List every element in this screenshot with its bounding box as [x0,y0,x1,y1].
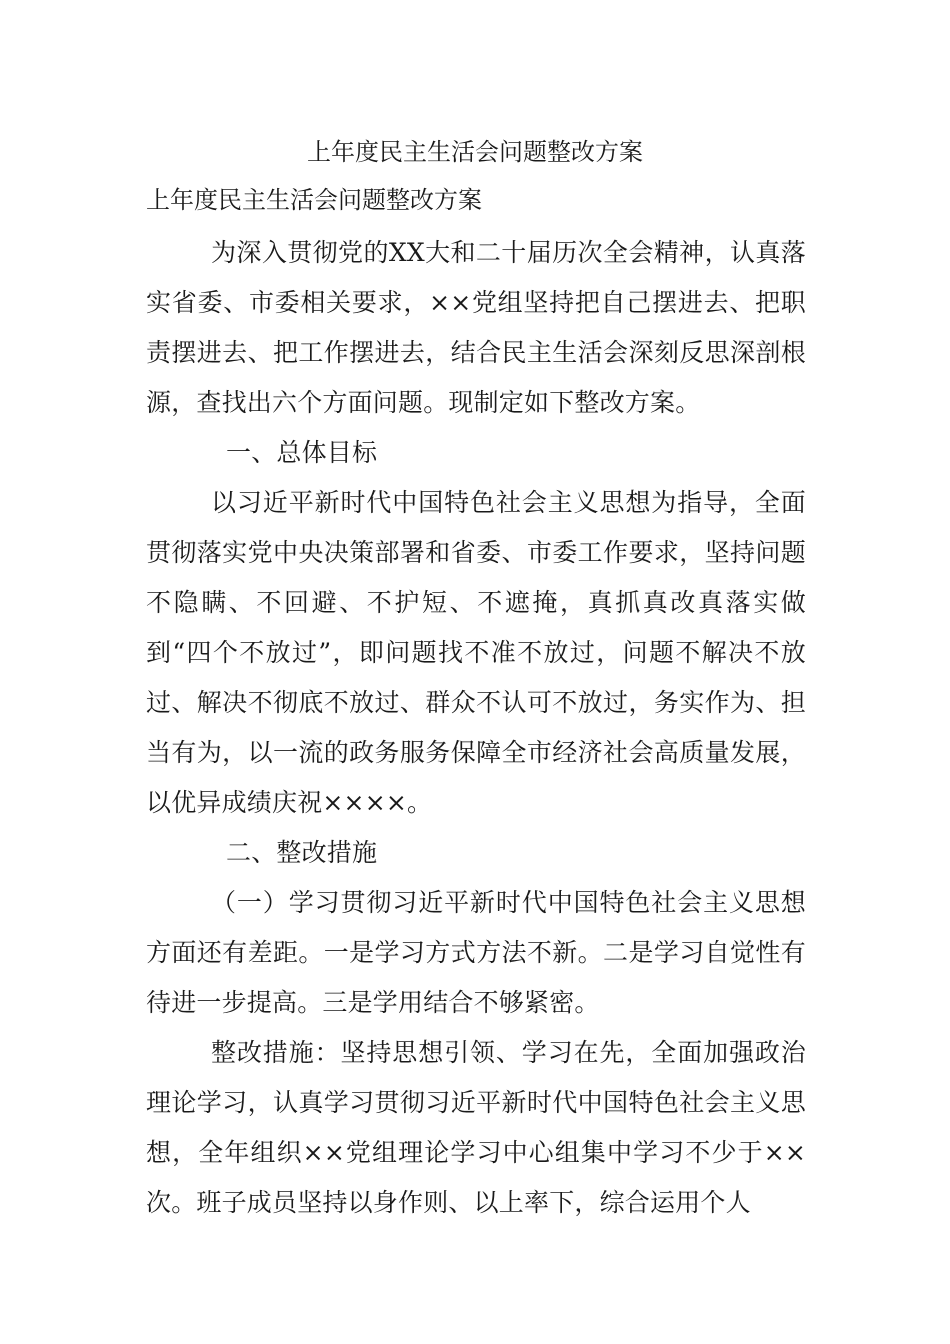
intro-paragraph: 为深入贯彻党的XX大和二十届历次全会精神，认真落实省委、市委相关要求，××党组坚持把自己摆进去、把职责摆进去、把工作摆进去，结合民主生活会深刻反思深剖根源，查找出六个方面问题。现制定如下整改方案。 [146,238,806,417]
section-heading-rectification-measures: 二、整改措施 [226,838,378,867]
document-body [146,228,806,1228]
overall-goal-paragraph: 以习近平新时代中国特色社会主义思想为指导，全面贯彻落实党中央决策部署和省委、市委工作要求，坚持问题不隐瞒、不回避、不护短、不遮掩，真抓真改真落实做到“四个不放过”，即问题找不准不放过，问题不解决不放过、解决不彻底不放过、群众不认可不放过，务实作为、担当有为，以一流的政务服务保障全市经济社会高质量发展，以优异成绩庆祝××××。 [146,488,806,817]
section-heading-overall-goal: 一、总体目标 [226,438,378,467]
document-title: 上年度民主生活会问题整改方案 [307,138,643,166]
measures-paragraph: 整改措施：坚持思想引领、学习在先，全面加强政治理论学习，认真学习贯彻习近平新时代中国特色社会主义思想，全年组织××党组理论学习中心组集中学习不少于××次。班子成员坚持以身作则、以上率下，综合运用个人 [146,1038,806,1217]
document-subtitle: 上年度民主生活会问题整改方案 [146,186,482,214]
issue-one-paragraph: （一）学习贯彻习近平新时代中国特色社会主义思想方面还有差距。一是学习方式方法不新。二是学习自觉性有待进一步提高。三是学用结合不够紧密。 [146,888,806,1017]
